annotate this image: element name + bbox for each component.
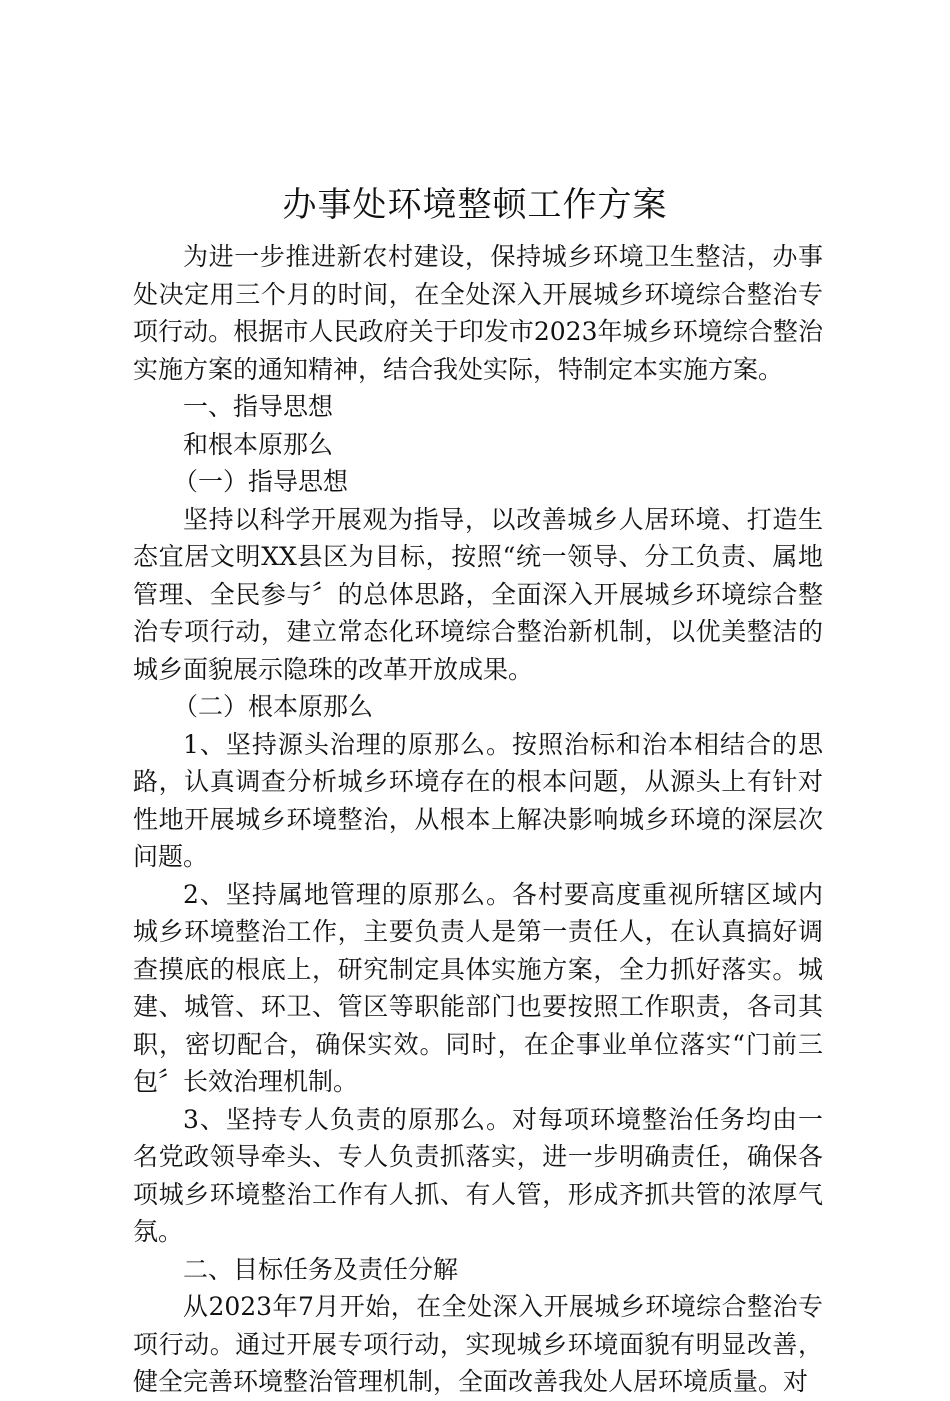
document-body [133, 238, 823, 1401]
principle-2-paragraph: 2、坚持属地管理的原那么。各村要高度重视所辖区域内城乡环境整治工作，主要负责人是第一责任人，在认真搞好调查摸底的根底上，研究制定具体实施方案，全力抓好落实。城建、城管、环卫、管区等职能部门也要按照工作职责，各司其职，密切配合，确保实效。同时，在企事业单位落实“门前三包〞长效治理机制。 [133, 879, 823, 1096]
intro-paragraph: 为进一步推进新农村建设，保持城乡环境卫生整洁，办事处决定用三个月的时间，在全处深入开展城乡环境综合整治专项行动。根据市人民政府关于印发市2023年城乡环境综合整治实施方案的通知精神，结合我处实际，特制定本实施方案。 [133, 242, 823, 384]
guiding-thought-paragraph: 坚持以科学开展观为指导，以改善城乡人居环境、打造生态宜居文明XX县区为目标，按照“统一领导、分工负责、属地管理、全民参与〞的总体思路，全面深入开展城乡环境综合整治专项行动，建立常态化环境综合整治新机制，以优美整洁的城乡面貌展示隐珠的改革开放成果。 [133, 504, 823, 684]
section-heading-continuation: 和根本原那么 [183, 429, 334, 459]
goals-paragraph: 从2023年7月开始，在全处深入开展城乡环境综合整治专项行动。通过开展专项行动，实现城乡环境面貌有明显改善，健全完善环境整治管理机制，全面改善我处人居环境质量。对 [133, 1292, 823, 1396]
subsection-heading-basic-principles: （二）根本原那么 [173, 692, 374, 721]
subsection-heading-guiding-thought: （一）指导思想 [173, 467, 349, 496]
principle-3-paragraph: 3、坚持专人负责的原那么。对每项环境整治任务均由一名党政领导牵头、专人负责抓落实，进一步明确责任，确保各项城乡环境整治工作有人抓、有人管，形成齐抓共管的浓厚气氛。 [133, 1104, 823, 1246]
principle-1-paragraph: 1、坚持源头治理的原那么。按照治标和治本相结合的思路，认真调查分析城乡环境存在的根本问题，从源头上有针对性地开展城乡环境整治，从根本上解决影响城乡环境的深层次问题。 [133, 729, 823, 871]
section-heading-guiding-thought: 一、指导思想 [183, 392, 334, 421]
document-title: 办事处环境整顿工作方案 [282, 185, 668, 225]
section-heading-goals: 二、目标任务及责任分解 [183, 1254, 459, 1284]
